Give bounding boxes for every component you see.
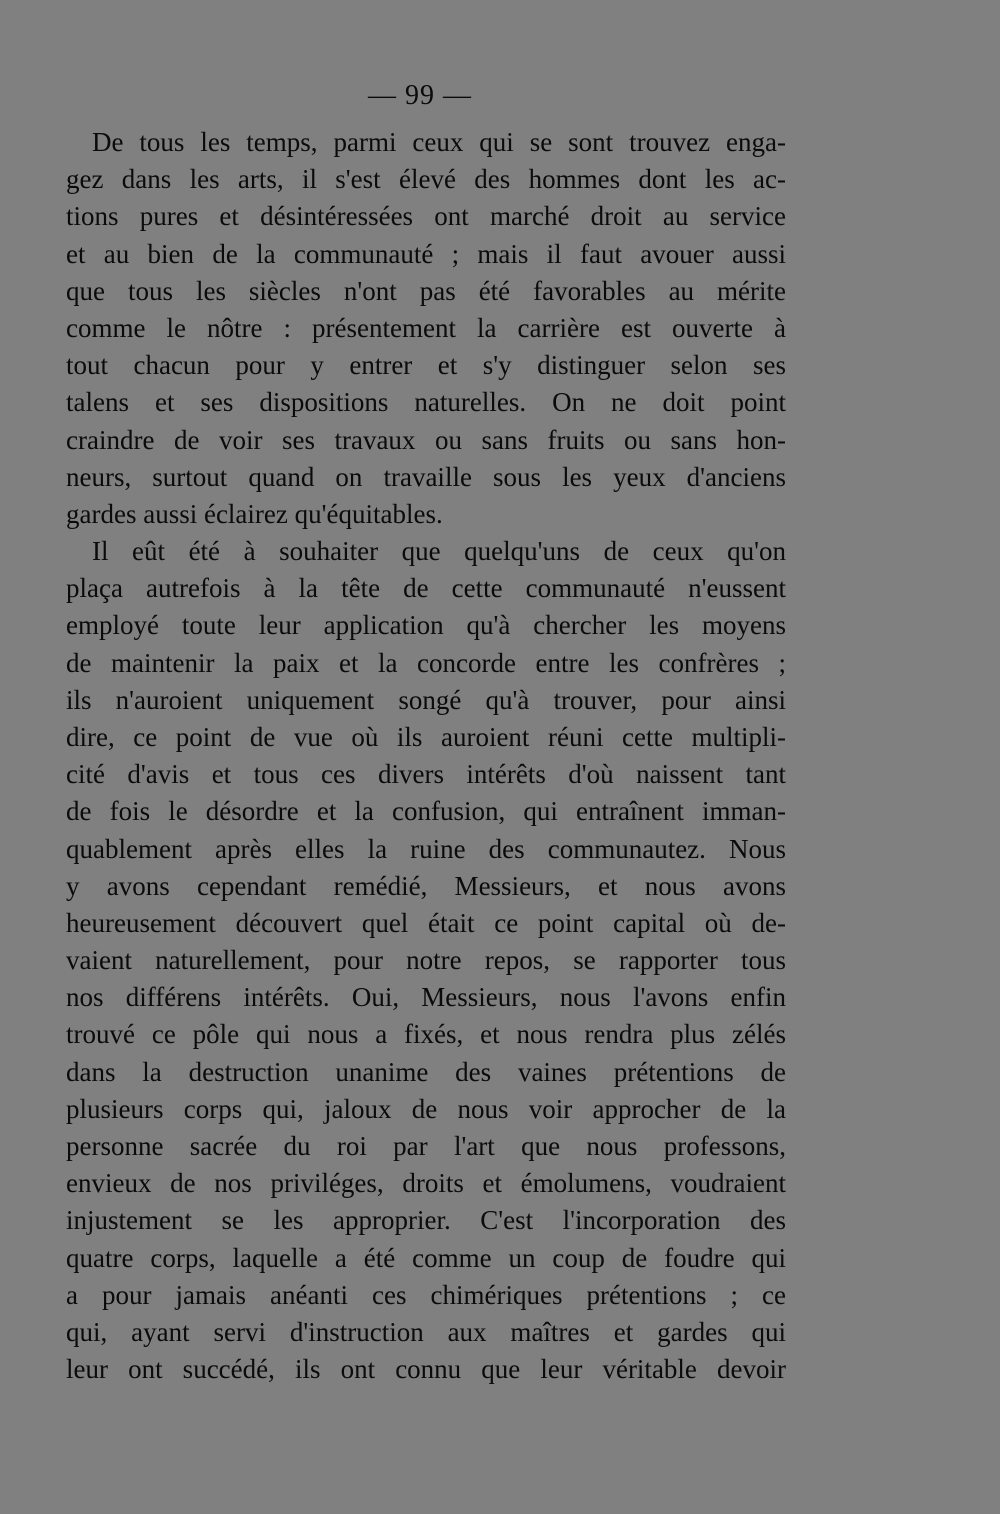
text-line: et au bien de la communauté ; mais il faut avouer aussi <box>66 238 786 269</box>
text-line: quatre corps, laquelle a été comme un coup de foudre qui <box>66 1242 786 1273</box>
text-line: gardes aussi éclairez qu'équitables. <box>66 498 443 529</box>
text-line: De tous les temps, parmi ceux qui se sont trouvez enga- <box>92 127 786 157</box>
text-line: plaça autrefois à la tête de cette communauté n'eussent <box>66 573 786 604</box>
text-line: de maintenir la paix et la concorde entre les confrères ; <box>66 647 786 678</box>
paragraph-2 <box>66 533 786 1388</box>
text-line: dire, ce point de vue où ils auroient réuni cette multipli- <box>66 721 786 752</box>
text-line: craindre de voir ses travaux ou sans fruits ou sans hon- <box>66 424 786 455</box>
text-line: a pour jamais anéanti ces chimériques prétentions ; ce <box>66 1279 786 1310</box>
text-line: de fois le désordre et la confusion, qui entraînent imman- <box>66 796 786 827</box>
text-line: tions pures et désintéressées ont marché droit au service <box>66 201 786 232</box>
text-line: que tous les siècles n'ont pas été favorables au mérite <box>66 275 786 306</box>
text-line: leur ont succédé, ils ont connu que leur véritable devoir <box>66 1354 786 1385</box>
text-line: Il eût été à souhaiter que quelqu'uns de ceux qu'on <box>92 536 786 566</box>
text-line: qui, ayant servi d'instruction aux maîtres et gardes qui <box>66 1316 786 1347</box>
text-line: personne sacrée du roi par l'art que nous professons, <box>66 1131 786 1161</box>
text-line: y avons cependant remédié, Messieurs, et nous avons <box>66 870 786 901</box>
text-line: envieux de nos priviléges, droits et émolumens, voudraient <box>66 1168 786 1199</box>
text-line: vaient naturellement, pour notre repos, se rapporter tous <box>66 945 786 976</box>
text-line: employé toute leur application qu'à chercher les moyens <box>66 610 786 641</box>
text-line: comme le nôtre : présentement la carrière est ouverte à <box>66 312 786 343</box>
text-line: gez dans les arts, il s'est élevé des hommes dont les ac- <box>66 164 786 195</box>
text-line: tout chacun pour y entrer et s'y distinguer selon ses <box>66 350 786 381</box>
text-line: neurs, surtout quand on travaille sous les yeux d'anciens <box>66 461 786 492</box>
text-line: plusieurs corps qui, jaloux de nous voir approcher de la <box>66 1093 786 1124</box>
text-line: nos différens intérêts. Oui, Messieurs, nous l'avons enfin <box>66 982 786 1013</box>
text-line: cité d'avis et tous ces divers intérêts d'où naissent tant <box>66 759 786 790</box>
text-line: quablement après elles la ruine des communautez. Nous <box>66 833 786 864</box>
page-number: — 99 — <box>368 80 472 111</box>
paragraph-1 <box>66 124 786 533</box>
text-line: injustement se les approprier. C'est l'incorporation des <box>66 1205 786 1236</box>
text-line: ils n'auroient uniquement songé qu'à trouver, pour ainsi <box>66 684 786 715</box>
text-line: heureusement découvert quel était ce point capital où de- <box>66 907 786 938</box>
text-line: dans la destruction unanime des vaines prétentions de <box>66 1056 786 1087</box>
text-line: talens et ses dispositions naturelles. On ne doit point <box>66 387 786 418</box>
text-line: trouvé ce pôle qui nous a fixés, et nous rendra plus zélés <box>66 1019 786 1050</box>
